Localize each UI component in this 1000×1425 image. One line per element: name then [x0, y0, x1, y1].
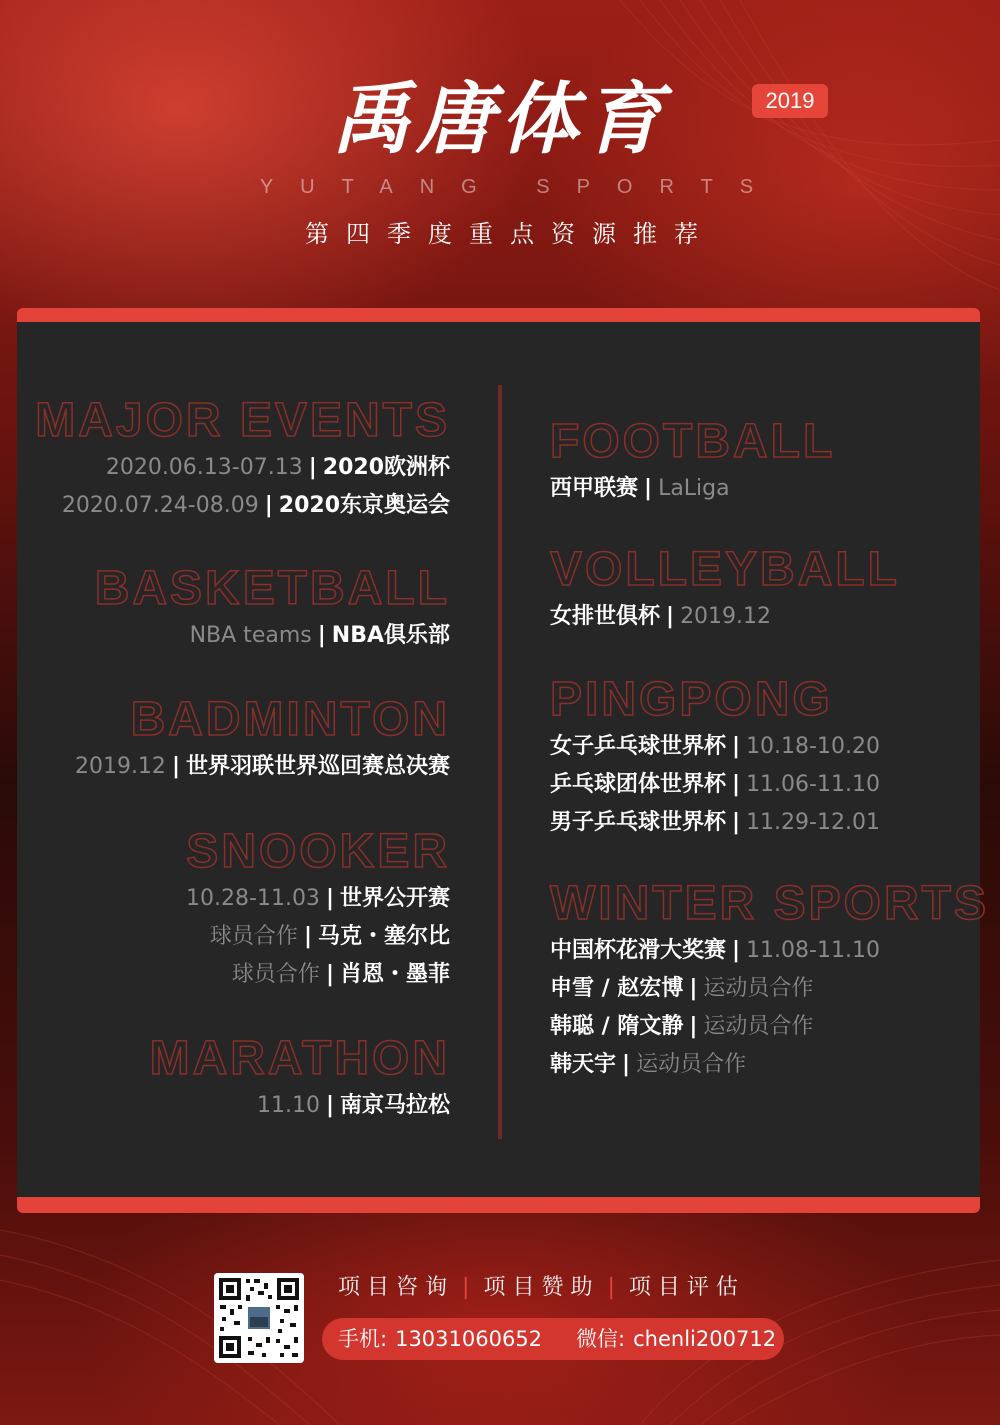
section-football: [550, 416, 835, 508]
list-item: [75, 748, 450, 786]
wechat-id[interactable]: chenli200712: [633, 1327, 777, 1351]
item-separator: |: [622, 1052, 631, 1077]
list-item: [95, 617, 450, 655]
list-item: [35, 487, 450, 525]
item-separator: |: [317, 623, 326, 648]
list-item: [550, 1008, 989, 1046]
category-title: SNOOKER: [186, 825, 450, 878]
list-item: [35, 449, 450, 487]
item-label: NBA teams: [189, 623, 312, 648]
item-name: 女排世俱杯: [550, 604, 661, 629]
brand-subtitle-en: YUTANG SPORTS: [259, 176, 781, 198]
year-badge: 2019: [752, 84, 828, 118]
section-marathon: [150, 1033, 450, 1125]
item-separator: |: [264, 493, 273, 518]
item-separator: |: [325, 962, 334, 987]
footer-separator: |: [462, 1275, 470, 1300]
list-item: [550, 970, 989, 1008]
item-separator: |: [666, 604, 675, 629]
category-title: BASKETBALL: [94, 562, 450, 615]
category-title: BADMINTON: [130, 693, 450, 746]
category-title: WINTER SPORTS: [550, 877, 990, 930]
item-separator: |: [171, 754, 180, 779]
item-name: 韩聪 / 隋文静: [550, 1014, 684, 1039]
item-date: 11.06-11.10: [746, 772, 880, 797]
list-item: [550, 728, 880, 766]
item-label: 运动员合作: [703, 1014, 814, 1039]
item-date: 11.10: [256, 1093, 320, 1118]
list-item: [550, 470, 835, 508]
item-name: 女子乒乓球世界杯: [550, 734, 727, 759]
item-date: 2020.06.13-07.13: [105, 455, 303, 480]
item-separator: |: [644, 476, 653, 501]
item-name: NBA俱乐部: [331, 623, 450, 648]
item-label: 球员合作: [231, 962, 320, 987]
link-sponsor[interactable]: 项目赞助: [483, 1275, 600, 1300]
item-name: 马克・塞尔比: [317, 924, 450, 949]
contact-pill: [322, 1318, 784, 1360]
item-name: 2020欧洲杯: [322, 455, 450, 480]
item-name: 西甲联赛: [550, 476, 639, 501]
item-date: 2019.12: [680, 604, 772, 629]
section-winter-sports: [550, 878, 989, 1084]
brand-subtitle-cn: 第四季度重点资源推荐: [305, 220, 715, 248]
item-separator: |: [732, 938, 741, 963]
item-label: 运动员合作: [636, 1052, 747, 1077]
item-separator: |: [689, 1014, 698, 1039]
category-title: PINGPONG: [550, 673, 833, 726]
section-pingpong: [550, 674, 880, 842]
link-evaluate[interactable]: 项目评估: [628, 1275, 745, 1300]
category-title: MARATHON: [149, 1032, 450, 1085]
section-volleyball: [550, 544, 900, 636]
item-date: 10.18-10.20: [746, 734, 880, 759]
list-item: [186, 918, 450, 956]
section-snooker: [186, 826, 450, 994]
item-name: 乒乓球团体世界杯: [550, 772, 727, 797]
panel-bottom-bar: [17, 1197, 980, 1213]
item-label: LaLiga: [658, 476, 730, 501]
item-name: 世界公开赛: [339, 886, 450, 911]
list-item: [550, 932, 989, 970]
item-separator: |: [732, 810, 741, 835]
item-name: 中国杯花滑大奖赛: [550, 938, 727, 963]
item-separator: |: [325, 886, 334, 911]
item-separator: |: [308, 455, 317, 480]
item-name: 南京马拉松: [339, 1093, 450, 1118]
phone-number[interactable]: 13031060652: [395, 1327, 543, 1351]
list-item: [550, 766, 880, 804]
item-name: 申雪 / 赵宏博: [550, 976, 684, 1001]
category-title: FOOTBALL: [550, 415, 836, 468]
item-separator: |: [689, 976, 698, 1001]
item-separator: |: [303, 924, 312, 949]
item-date: 10.28-11.03: [186, 886, 320, 911]
item-separator: |: [732, 734, 741, 759]
column-divider: [498, 385, 502, 1139]
list-item: [550, 598, 900, 636]
item-name: 韩天宇: [550, 1052, 617, 1077]
item-name: 肖恩・墨菲: [339, 962, 450, 987]
brand-title: 禹唐体育: [331, 75, 668, 165]
item-separator: |: [732, 772, 741, 797]
section-basketball: [95, 563, 450, 655]
section-badminton: [75, 694, 450, 786]
list-item: [186, 880, 450, 918]
qr-code-icon[interactable]: [214, 1273, 304, 1363]
category-title: VOLLEYBALL: [550, 543, 900, 596]
item-date: 11.29-12.01: [746, 810, 880, 835]
item-date: 11.08-11.10: [746, 938, 880, 963]
item-name: 男子乒乓球世界杯: [550, 810, 727, 835]
list-item: [550, 1046, 989, 1084]
item-name: 2020东京奥运会: [278, 493, 450, 518]
item-date: 2020.07.24-08.09: [61, 493, 259, 518]
list-item: [150, 1087, 450, 1125]
item-label: 运动员合作: [703, 976, 814, 1001]
item-date: 2019.12: [74, 754, 166, 779]
category-title: MAJOR EVENTS: [35, 394, 450, 447]
link-consult[interactable]: 项目咨询: [338, 1275, 455, 1300]
footer-links: [338, 1270, 798, 1302]
list-item: [550, 804, 880, 842]
item-separator: |: [325, 1093, 334, 1118]
item-label: 球员合作: [209, 924, 298, 949]
list-item: [186, 956, 450, 994]
item-name: 世界羽联世界巡回赛总决赛: [185, 754, 450, 779]
phone-label: 手机:: [338, 1327, 388, 1351]
footer-separator: |: [607, 1275, 615, 1300]
section-major-events: [35, 395, 450, 525]
wechat-label: 微信:: [576, 1327, 626, 1351]
